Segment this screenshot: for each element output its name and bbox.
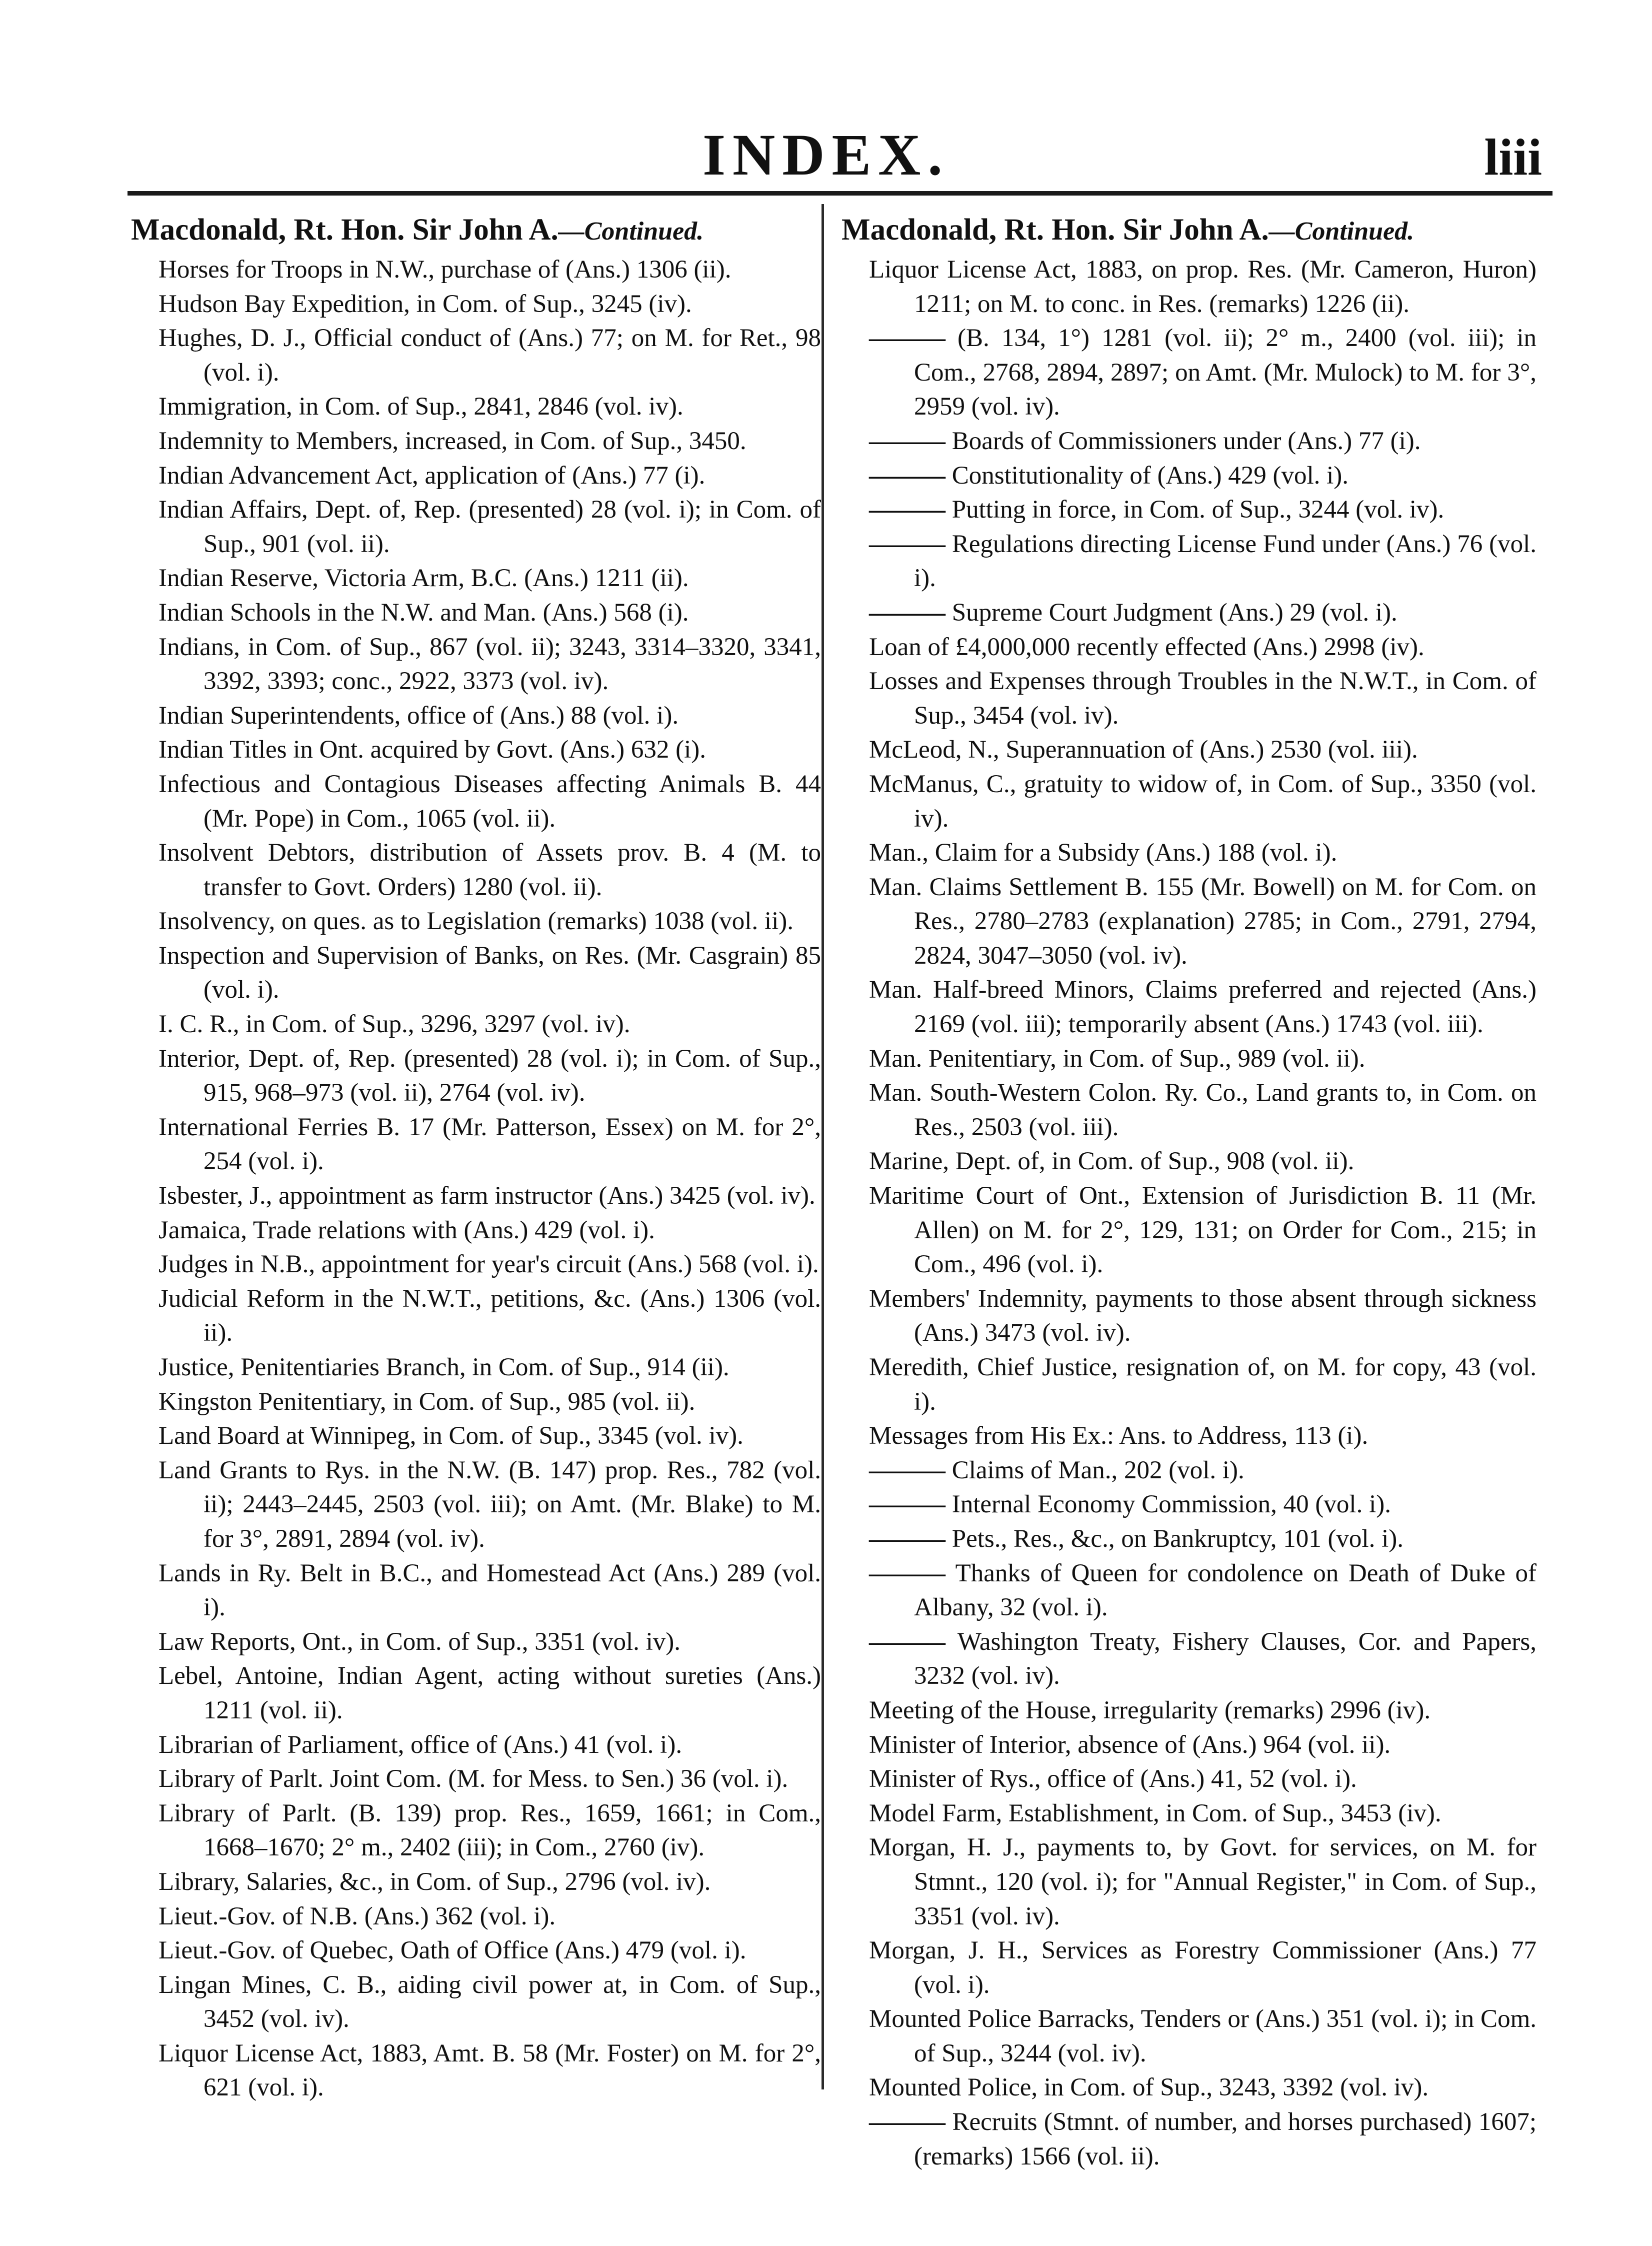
index-entry [842,1282,1536,1350]
index-entry: Infectious and Contagious Diseases affecting Animals B. 44 (Mr. Pope) in Com., 1065 (vol. ii). [158,770,821,833]
index-entry: Immigration, in Com. of Sup., 2841, 2846 (vol. iv). [158,393,684,421]
index-entry [842,1419,1536,1453]
page-title: INDEX. [702,122,950,188]
repeat-dash: ——— [869,496,952,524]
index-entry: Judicial Reform in the N.W.T., petitions, &c. (Ans.) 1306 (vol. ii). [158,1284,821,1347]
index-entry [842,1830,1536,1933]
entry-text: Maritime Court of Ont., Extension of Jurisdiction B. 11 (Mr. Allen) on M. for 2°, 129, 131; on Order for Com., 215; in Com., 496 (vol. i). [869,1182,1536,1279]
index-entry: Isbester, J., appointment as farm instructor (Ans.) 3425 (vol. iv). [158,1182,816,1210]
left-entry-list [131,253,821,2105]
index-entry: Land Board at Winnipeg, in Com. of Sup., 3345 (vol. iv). [158,1422,744,1450]
index-entry: Lebel, Antoine, Indian Agent, acting without sureties (Ans.) 1211 (vol. ii). [158,1662,821,1724]
index-entry [842,1350,1536,1419]
heading-continued: —Continued. [1268,217,1414,246]
entry-text: Claims of Man., 202 (vol. i). [952,1456,1244,1484]
page-number: liii [1484,129,1542,186]
entry-text: McManus, C., gratuity to widow of, in Com. of Sup., 3350 (vol. iv). [869,770,1536,833]
index-entry [842,2002,1536,2070]
index-entry: Library of Parlt. (B. 139) prop. Res., 1659, 1661; in Com., 1668–1670; 2° m., 2402 (iii); in Com., 2760 (iv). [158,1799,821,1862]
header-rule [128,191,1552,196]
index-entry: I. C. R., in Com. of Sup., 3296, 3297 (vol. iv). [158,1010,630,1039]
entry-text: Morgan, H. J., payments to, by Govt. for services, on M. for Stmnt., 120 (vol. i); for "Annual Register," in Com. of Sup., 3351 (vol. iv). [869,1833,1536,1930]
index-entry [842,733,1536,767]
entry-text: Supreme Court Judgment (Ans.) 29 (vol. i). [952,598,1398,627]
index-entry: Hudson Bay Expedition, in Com. of Sup., 3245 (iv). [158,290,692,318]
entry-text: McLeod, N., Superannuation of (Ans.) 2530 (vol. iii). [869,736,1418,764]
repeat-dash: ——— [869,1627,958,1656]
index-entry: Indian Advancement Act, application of (Ans.) 77 (i). [158,461,706,490]
index-subentry [842,1556,1536,1625]
page-header [0,122,1652,188]
entry-text: Minister of Rys., office of (Ans.) 41, 52 (vol. i). [869,1765,1357,1793]
index-entry: Interior, Dept. of, Rep. (presented) 28 (vol. i); in Com. of Sup., 915, 968–973 (vol. ii), 2764 (vol. iv). [158,1044,821,1107]
index-entry: Law Reports, Ont., in Com. of Sup., 3351 (vol. iv). [158,1627,681,1656]
entry-text: Loan of £4,000,000 recently effected (Ans.) 2998 (iv). [869,633,1424,661]
repeat-dash: ——— [869,530,952,558]
index-entry: Jamaica, Trade relations with (Ans.) 429 (vol. i). [158,1216,655,1244]
index-subentry [842,2105,1536,2173]
index-entry [842,2070,1536,2105]
index-entry [842,836,1536,870]
heading-continued: —Continued. [558,217,704,246]
index-entry: Land Grants to Rys. in the N.W. (B. 147) prop. Res., 782 (vol. ii); 2443–2445, 2503 (vol. iii); on Amt. (Mr. Blake) to M. for 3°, 2891, 2894 (vol. iv). [158,1456,821,1553]
entry-text: Members' Indemnity, payments to those absent through sickness (Ans.) 3473 (vol. iv). [869,1284,1536,1347]
heading-name: Macdonald, Rt. Hon. Sir John A. [131,213,558,247]
index-entry: Insolvency, on ques. as to Legislation (remarks) 1038 (vol. ii). [158,907,794,936]
index-entry: Horses for Troops in N.W., purchase of (Ans.) 1306 (ii). [158,256,732,284]
index-entry [842,1179,1536,1282]
entry-text: Meredith, Chief Justice, resignation of, on M. for copy, 43 (vol. i). [869,1353,1536,1416]
repeat-dash: ——— [869,324,958,353]
index-subentry [842,1625,1536,1693]
entry-text: Man., Claim for a Subsidy (Ans.) 188 (vol. i). [869,839,1338,867]
index-entry [842,630,1536,665]
entry-text: Washington Treaty, Fishery Clauses, Cor. and Papers, 3232 (vol. iv). [914,1627,1537,1690]
index-entry: Kingston Penitentiary, in Com. of Sup., 985 (vol. ii). [158,1387,696,1416]
index-entry: Librarian of Parliament, office of (Ans.) 41 (vol. i). [158,1730,682,1759]
index-entry [842,1144,1536,1179]
index-subentry [842,459,1536,493]
index-entry [842,1796,1536,1831]
index-entry: Hughes, D. J., Official conduct of (Ans.) 77; on M. for Ret., 98 (vol. i). [158,324,821,387]
index-entry [842,1933,1536,2002]
index-entry [842,1042,1536,1076]
index-entry [842,664,1536,733]
index-entry: Insolvent Debtors, distribution of Assets prov. B. 4 (M. to transfer to Govt. Orders) 1280 (vol. ii). [158,839,821,901]
entry-text: Man. South-Western Colon. Ry. Co., Land grants to, in Com. on Res., 2503 (vol. iii). [869,1079,1536,1141]
repeat-dash: ——— [869,1524,952,1553]
entry-text: Liquor License Act, 1883, on prop. Res. (Mr. Cameron, Huron) 1211; on M. to conc. in Res. (remarks) 1226 (ii). [869,256,1536,318]
repeat-dash: ——— [869,1559,956,1587]
right-column-heading [842,210,1536,252]
entry-text: Meeting of the House, irregularity (remarks) 2996 (iv). [869,1696,1431,1724]
heading-name: Macdonald, Rt. Hon. Sir John A. [842,213,1269,247]
index-entry: Indian Superintendents, office of (Ans.) 88 (vol. i). [158,701,679,730]
repeat-dash: ——— [869,427,952,455]
entry-text: Marine, Dept. of, in Com. of Sup., 908 (vol. ii). [869,1147,1354,1176]
index-entry: Library, Salaries, &c., in Com. of Sup., 2796 (vol. iv). [158,1867,711,1896]
repeat-dash: ——— [869,598,952,627]
repeat-dash: ——— [869,1456,952,1484]
index-entry: Judges in N.B., appointment for year's circuit (Ans.) 568 (vol. i). [158,1250,819,1279]
entry-text: Man. Claims Settlement B. 155 (Mr. Bowell) on M. for Com. on Res., 2780–2783 (explanation) 2785; in Com., 2791, 2794, 2824, 3047–3050 (vol. iv). [869,873,1536,970]
index-entry: Lieut.-Gov. of Quebec, Oath of Office (Ans.) 479 (vol. i). [158,1936,746,1965]
entry-text: Putting in force, in Com. of Sup., 3244 (vol. iv). [952,496,1444,524]
index-subentry [842,596,1536,630]
index-entry [842,767,1536,836]
index-subentry [842,424,1536,459]
index-entry: Indian Affairs, Dept. of, Rep. (presented) 28 (vol. i); in Com. of Sup., 901 (vol. ii). [158,496,821,558]
index-entry [842,253,1536,321]
entry-text: Morgan, J. H., Services as Forestry Commissioner (Ans.) 77 (vol. i). [869,1936,1536,1999]
index-entry [842,870,1536,973]
index-entry: Inspection and Supervision of Banks, on Res. (Mr. Casgrain) 85 (vol. i). [158,941,821,1004]
entry-text: Model Farm, Establishment, in Com. of Sup., 3453 (iv). [869,1799,1442,1827]
index-entry: Liquor License Act, 1883, Amt. B. 58 (Mr. Foster) on M. for 2°, 621 (vol. i). [158,2039,821,2102]
entry-text: Messages from His Ex.: Ans. to Address, 113 (i). [869,1422,1368,1450]
entry-text: Pets., Res., &c., on Bankruptcy, 101 (vol. i). [952,1524,1404,1553]
left-column-heading [131,210,821,252]
index-entry: Indian Reserve, Victoria Arm, B.C. (Ans.) 1211 (ii). [158,564,689,593]
index-subentry [842,527,1536,596]
entry-text: Regulations directing License Fund under (Ans.) 76 (vol. i). [914,530,1536,593]
entry-text: Losses and Expenses through Troubles in the N.W.T., in Com. of Sup., 3454 (vol. iv). [869,667,1536,730]
index-subentry [842,1453,1536,1488]
index-entry: Lands in Ry. Belt in B.C., and Homestead Act (Ans.) 289 (vol. i). [158,1559,821,1622]
index-entry [842,1076,1536,1144]
column-divider [822,204,824,2089]
entry-text: Constitutionality of (Ans.) 429 (vol. i). [952,461,1349,490]
entry-text: Man. Penitentiary, in Com. of Sup., 989 (vol. ii). [869,1044,1366,1073]
index-entry: Lingan Mines, C. B., aiding civil power at, in Com. of Sup., 3452 (vol. iv). [158,1970,821,2033]
index-subentry [842,321,1536,424]
entry-text: Mounted Police, in Com. of Sup., 3243, 3392 (vol. iv). [869,2073,1429,2102]
entry-text: Internal Economy Commission, 40 (vol. i). [952,1490,1391,1519]
right-entry-list [842,253,1536,2173]
index-subentry [842,1522,1536,1556]
index-entry: Indians, in Com. of Sup., 867 (vol. ii); 3243, 3314–3320, 3341, 3392, 3393; conc., 2922, 3373 (vol. iv). [158,633,821,696]
index-entry: Justice, Penitentiaries Branch, in Com. of Sup., 914 (ii). [158,1353,730,1381]
entry-text: Recruits (Stmnt. of number, and horses purchased) 1607; (remarks) 1566 (vol. ii). [914,2108,1536,2170]
index-entry [842,973,1536,1041]
entry-text: Minister of Interior, absence of (Ans.) 964 (vol. ii). [869,1730,1391,1759]
index-entry: Indian Titles in Ont. acquired by Govt. (Ans.) 632 (i). [158,736,706,764]
index-entry: Indemnity to Members, increased, in Com. of Sup., 3450. [158,427,746,455]
index-entry [842,1728,1536,1762]
index-entry: Indian Schools in the N.W. and Man. (Ans.) 568 (i). [158,598,689,627]
repeat-dash: ——— [869,1490,952,1519]
repeat-dash: ——— [869,2108,952,2136]
index-subentry [842,493,1536,527]
entry-text: Mounted Police Barracks, Tenders or (Ans.) 351 (vol. i); in Com. of Sup., 3244 (vol. iv). [869,2005,1536,2067]
index-entry: International Ferries B. 17 (Mr. Patterson, Essex) on M. for 2°, 254 (vol. i). [158,1113,821,1176]
left-column [131,210,821,2105]
repeat-dash: ——— [869,461,952,490]
index-entry: Lieut.-Gov. of N.B. (Ans.) 362 (vol. i). [158,1902,556,1930]
right-column [842,210,1536,2173]
entry-text: Man. Half-breed Minors, Claims preferred and rejected (Ans.) 2169 (vol. iii); temporarily absent (Ans.) 1743 (vol. iii). [869,976,1536,1039]
index-entry [842,1762,1536,1796]
index-entry [842,1693,1536,1728]
index-subentry [842,1487,1536,1522]
entry-text: (B. 134, 1°) 1281 (vol. ii); 2° m., 2400 (vol. iii); in Com., 2768, 2894, 2897; on Amt. (Mr. Mulock) to M. for 3°, 2959 (vol. iv). [914,324,1537,421]
entry-text: Boards of Commissioners under (Ans.) 77 (i). [952,427,1421,455]
entry-text: Thanks of Queen for condolence on Death of Duke of Albany, 32 (vol. i). [914,1559,1536,1622]
index-entry: Library of Parlt. Joint Com. (M. for Mess. to Sen.) 36 (vol. i). [158,1765,788,1793]
